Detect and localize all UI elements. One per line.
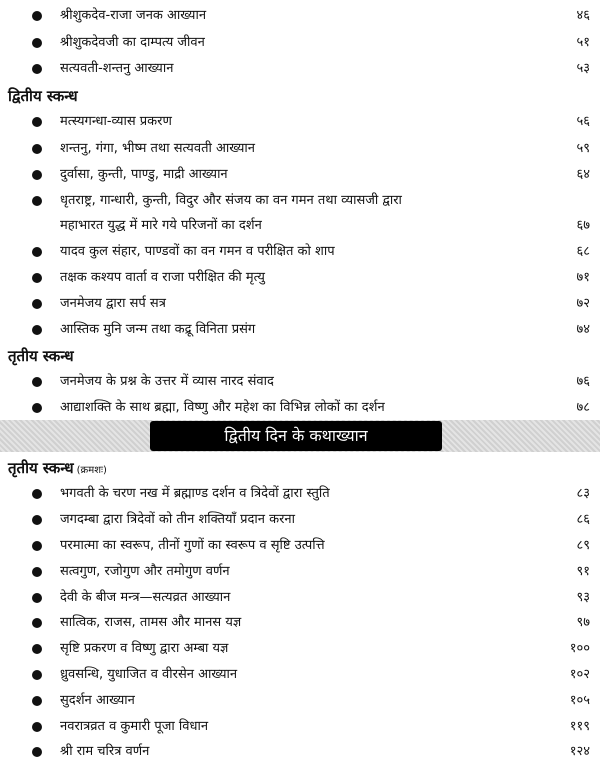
toc-entry [32,372,594,392]
toc-entry [32,536,594,556]
toc-entry [32,484,594,504]
entry-page-number: ७६ [576,374,590,389]
bullet-icon [32,11,42,21]
entry-page-number: ६७ [576,218,590,233]
entry-page-number: १२४ [569,744,590,759]
bullet-icon [32,196,42,206]
entry-page-number: ५१ [576,35,590,50]
entry-page-number: ७१ [576,270,590,285]
entry-title: महाभारत युद्ध में मारे गये परिजनों का दर्शन [60,218,262,233]
toc-entry [32,191,594,211]
bullet-icon [32,670,42,680]
entry-page-number: ४६ [576,8,590,23]
entry-page-number: ८६ [576,512,590,527]
bullet-icon [32,403,42,413]
toc-entry-continuation [32,216,594,236]
section-heading-tritiya-skandha-continued [8,458,107,481]
entry-title: श्री राम चरित्र वर्णन [60,744,150,759]
entry-title: आस्तिक मुनि जन्म तथा कद्रू विनिता प्रसंग [60,322,256,337]
entry-page-number: १०० [569,641,590,656]
section-heading-dvitiya-skandha: द्वितीय स्कन्ध [8,87,78,105]
bullet-icon [32,644,42,654]
toc-entry [32,510,594,530]
bullet-icon [32,593,42,603]
toc-entry [32,33,594,53]
toc-entry [32,588,594,608]
bullet-icon [32,377,42,387]
bullet-icon [32,273,42,283]
bullet-icon [32,722,42,732]
toc-entry [32,6,594,26]
entry-page-number: ५६ [576,114,590,129]
entry-title: नवरात्रव्रत व कुमारी पूजा विधान [60,719,209,734]
entry-title: सुदर्शन आख्यान [60,693,135,708]
bullet-icon [32,515,42,525]
entry-title: सत्वगुण, रजोगुण और तमोगुण वर्णन [60,564,230,579]
bullet-icon [32,117,42,127]
bullet-icon [32,696,42,706]
toc-entry [32,639,594,659]
entry-page-number: ७४ [576,322,590,337]
bullet-icon [32,64,42,74]
day-banner [0,420,600,452]
toc-entry [32,242,594,262]
toc-entry [32,562,594,582]
heading-text: तृतीय स्कन्ध [8,459,74,477]
toc-entry [32,320,594,340]
entry-title: जगदम्बा द्वारा त्रिदेवों को तीन शक्तियाँ प्रदान करना [60,512,295,527]
entry-title: जनमेजय के प्रश्न के उत्तर में व्यास नारद संवाद [60,374,274,389]
toc-entry [32,268,594,288]
entry-page-number: ५९ [576,141,590,156]
entry-title: श्रीशुकदेव-राजा जनक आख्यान [60,8,207,23]
entry-page-number: ९३ [576,590,590,605]
toc-entry [32,165,594,185]
toc-entry [32,59,594,79]
day-banner-label: द्वितीय दिन के कथाख्यान [150,421,442,451]
toc-entry [32,717,594,737]
entry-title: धृतराष्ट्र, गान्धारी, कुन्ती, विदुर और संजय का वन गमन तथा व्यासजी द्वारा [60,193,402,208]
entry-page-number: ९१ [576,564,590,579]
toc-entry [32,691,594,711]
entry-page-number: १०५ [569,693,590,708]
entry-page-number: १०२ [569,667,590,682]
bullet-icon [32,299,42,309]
bullet-icon [32,247,42,257]
toc-entry [32,613,594,633]
entry-title: भगवती के चरण नख में ब्रह्माण्ड दर्शन व त्रिदेवों द्वारा स्तुति [60,486,330,501]
bullet-icon [32,170,42,180]
toc-entry [32,294,594,314]
bullet-icon [32,489,42,499]
entry-page-number: ७८ [576,400,590,415]
entry-title: आद्याशक्ति के साथ ब्रह्मा, विष्णु और महेश का विभिन्न लोकों का दर्शन [60,400,385,415]
entry-title: ध्रुवसन्धि, युधाजित व वीरसेन आख्यान [60,667,238,682]
entry-page-number: ६४ [576,167,590,182]
bullet-icon [32,38,42,48]
entry-title: तक्षक कश्यप वार्ता व राजा परीक्षित की मृत्यु [60,270,265,285]
entry-title: जनमेजय द्वारा सर्प सत्र [60,296,166,311]
entry-title: सृष्टि प्रकरण व विष्णु द्वारा अम्बा यज्ञ [60,641,229,656]
toc-entry [32,665,594,685]
entry-title: सात्विक, राजस, तामस और मानस यज्ञ [60,615,242,630]
section-heading-tritiya-skandha: तृतीय स्कन्ध [8,347,74,365]
entry-title: परमात्मा का स्वरूप, तीनों गुणों का स्वरूप व सृष्टि उत्पत्ति [60,538,325,553]
entry-title: देवी के बीज मन्त्र—सत्यव्रत आख्यान [60,590,231,605]
entry-page-number: ११९ [569,719,590,734]
heading-note: (क्रमशः) [76,465,107,476]
bullet-icon [32,541,42,551]
entry-title: सत्यवती-शन्तनु आख्यान [60,61,174,76]
bullet-icon [32,618,42,628]
entry-title: मत्स्यगन्धा-व्यास प्रकरण [60,114,172,129]
toc-entry [32,139,594,159]
entry-page-number: ६८ [576,244,590,259]
entry-page-number: ८९ [576,538,590,553]
entry-title: यादव कुल संहार, पाण्डवों का वन गमन व परीक्षित को शाप [60,244,335,259]
bullet-icon [32,747,42,757]
entry-title: शन्तनु, गंगा, भीष्म तथा सत्यवती आख्यान [60,141,255,156]
entry-title: श्रीशुकदेवजी का दाम्पत्य जीवन [60,35,205,50]
toc-entry [32,398,594,418]
bullet-icon [32,567,42,577]
toc-entry [32,112,594,132]
entry-page-number: ९७ [576,615,590,630]
entry-page-number: ५३ [576,61,590,76]
entry-title: दुर्वासा, कुन्ती, पाण्डु, माद्री आख्यान [60,167,228,182]
bullet-icon [32,144,42,154]
toc-entry [32,742,594,761]
bullet-icon [32,325,42,335]
entry-page-number: ७२ [576,296,590,311]
entry-page-number: ८३ [576,486,590,501]
